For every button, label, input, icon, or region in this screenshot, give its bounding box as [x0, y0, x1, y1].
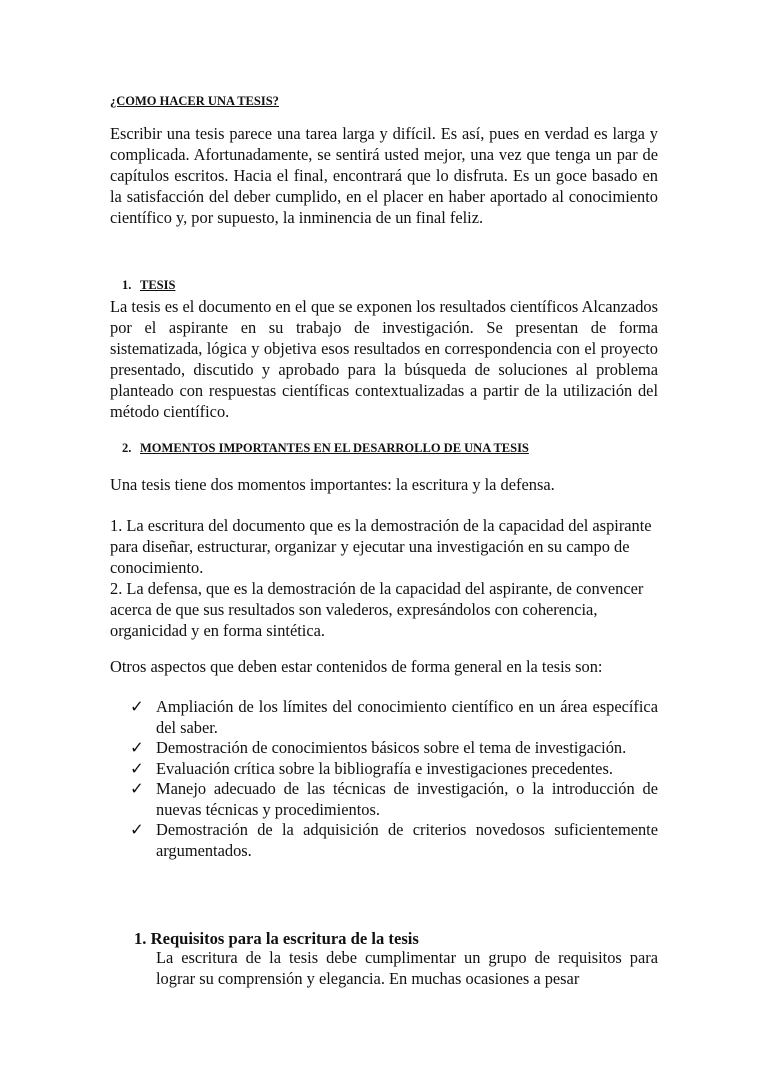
check-icon: ✓ — [130, 697, 144, 716]
checklist-item-text: Manejo adecuado de las técnicas de investigación, o la introducción de nuevas técnicas y procedimientos. — [156, 779, 658, 819]
checklist-item-text: Demostración de la adquisición de criterios novedosos suficientemente argumentados. — [156, 820, 658, 860]
checklist-item-text: Evaluación crítica sobre la bibliografía e investigaciones precedentes. — [156, 758, 613, 778]
section-2-heading — [122, 441, 529, 456]
check-icon: ✓ — [130, 738, 144, 757]
section-1-number: 1. — [122, 278, 132, 292]
aspects-checklist — [130, 697, 658, 861]
checklist-item — [130, 779, 658, 820]
checklist-item-text: Demostración de conocimientos básicos sobre el tema de investigación. — [156, 738, 627, 757]
section-1-heading — [122, 278, 175, 293]
checklist-item — [130, 697, 658, 738]
requirements-body: La escritura de la tesis debe cumplimentar un grupo de requisitos para lograr su comprensión y elegancia. En muchas ocasiones a pesar — [156, 948, 658, 988]
document-title: ¿COMO HACER UNA TESIS? — [110, 94, 279, 108]
section-1-title: TESIS — [140, 278, 176, 292]
checklist-item — [130, 820, 658, 861]
section-2-point-2: 2. La defensa, que es la demostración de la capacidad del aspirante, de convencer acerca de que sus resultados son valederos, expresándolos con coherencia, organicidad y en forma sintética. — [110, 579, 644, 640]
check-icon: ✓ — [130, 820, 144, 839]
checklist-item-text: Ampliación de los límites del conocimiento científico en un área específica del saber. — [156, 697, 658, 737]
check-icon: ✓ — [130, 779, 144, 798]
check-icon: ✓ — [130, 758, 144, 778]
requirements-heading: 1. Requisitos para la escritura de la tesis — [134, 929, 419, 948]
section-2-intro: Una tesis tiene dos momentos importantes: la escritura y la defensa. — [110, 475, 555, 494]
checklist-item — [130, 759, 658, 780]
intro-paragraph: Escribir una tesis parece una tarea larga y difícil. Es así, pues en verdad es larga y complicada. Afortunadamente, se sentirá usted mejor, una vez que tenga un par de capítulos escritos. Hacia el final, encontrará que lo disfruta. Es un goce basado en la satisfacción del deber cumplido, en el placer en haber aportado al conocimiento científico y, por supuesto, la inminencia de un final feliz. — [110, 124, 658, 227]
section-2-other-aspects: Otros aspectos que deben estar contenidos de forma general en la tesis son: — [110, 657, 603, 676]
section-2-title: MOMENTOS IMPORTANTES EN EL DESARROLLO DE UNA TESIS — [140, 441, 529, 455]
section-2-point-1: 1. La escritura del documento que es la demostración de la capacidad del aspirante para diseñar, estructurar, organizar y ejecutar una investigación en su campo de conocimiento. — [110, 516, 652, 577]
section-1-body: La tesis es el documento en el que se exponen los resultados científicos Alcanzados por el aspirante en su trabajo de investigación. Se presentan de forma sistematizada, lógica y objetiva esos resultados en correspondencia con el proyecto presentado, discutido y aprobado para la búsqueda de soluciones al problema planteado con respuestas científicas contextualizadas a partir de la utilización del método científico. — [110, 297, 658, 421]
section-2-number: 2. — [122, 441, 132, 455]
checklist-item — [130, 738, 658, 759]
